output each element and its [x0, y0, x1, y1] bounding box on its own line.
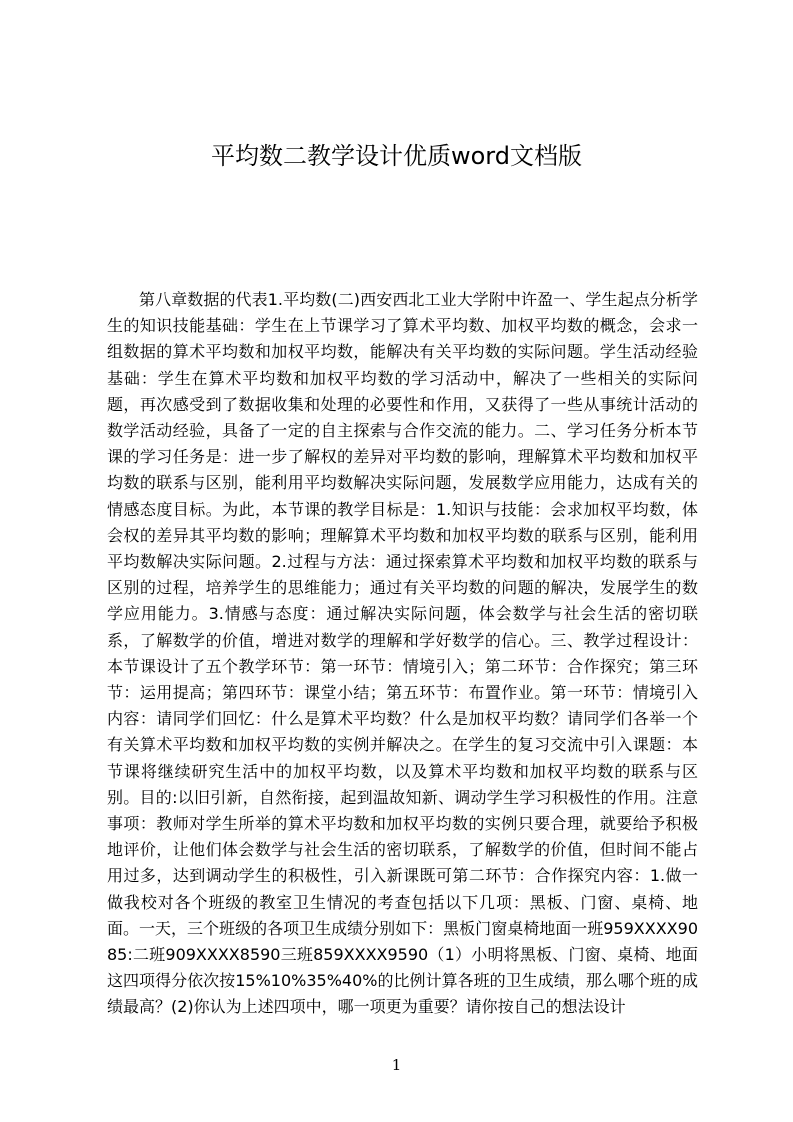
page-number: 1	[391, 1056, 402, 1074]
document-title: 平均数二教学设计优质word文档版	[211, 142, 582, 170]
body-paragraph: 第八章数据的代表1.平均数(二)西安西北工业大学附中许盈一、学生起点分析学生的知识技能基础：学生在上节课学习了算术平均数、加权平均数的概念，会求一组数据的算术平均数和加权平均数，能解决有关平均数的实际问题。学生活动经验基础：学生在算术平均数和加权平均数的学习活动中，解决了一些相关的实际问题，再次感受到了数据收集和处理的必要性和作用，又获得了一些从事统计活动的数学活动经验，具备了一定的自主探索与合作交流的能力。二、学习任务分析本节课的学习任务是：进一步了解权的差异对平均数的影响，理解算术平均数和加权平均数的联系与区别，能利用平均数解决实际问题，发展数学应用能力，达成有关的情感态度目标。为此，本节课的教学目标是：1.知识与技能：会求加权平均数，体会权的差异其平均数的影响；理解算术平均数和加权平均数的联系与区别，能利用平均数解决实际问题。2.过程与方法：通过探索算术平均数和加权平均数的联系与区别的过程，培养学生的思维能力；通过有关平均数的问题的解决，发展学生的数学应用能力。3.情感与态度：通过解决实际问题，体会数学与社会生活的密切联系，了解数学的价值，增进对数学的理解和学好数学的信心。三、教学过程设计：本节课设计了五个教学环节：第一环节：情境引入；第二环节：合作探究；第三环节：运用提高；第四环节：课堂小结；第五环节：布置作业。第一环节：情境引入内容：请同学们回忆：什么是算术平均数？什么是加权平均数？请同学们各举一个有关算术平均数和加权平均数的实例并解决之。在学生的复习交流中引入课题：本节课将继续研究生活中的加权平均数，以及算术平均数和加权平均数的联系与区别。目的:以旧引新，自然衔接，起到温故知新、调动学生学习积极性的作用。注意事项：教师对学生所举的算术平均数和加权平均数的实例只要合理，就要给予积极地评价，让他们体会数学与社会生活的密切联系，了解数学的价值，但时间不能占用过多，达到调动学生的积极性，引入新课既可第二环节：合作探究内容：1.做一做我校对各个班级的教室卫生情况的考查包括以下几项：黑板、门窗、桌椅、地面。一天，三个班级的各项卫生成绩分别如下：黑板门窗桌椅地面一班959XXXX9085:二班909XXXX8590三班859XXXX9590（1）小明将黑板、门窗、桌椅、地面这四项得分依次按15%10%35%40%的比例计算各班的卫生成绩，那么哪个班的成绩最高？(2)你认为上述四项中，哪一项更为重要？请你按自己的想法设计	[107, 290, 698, 1017]
